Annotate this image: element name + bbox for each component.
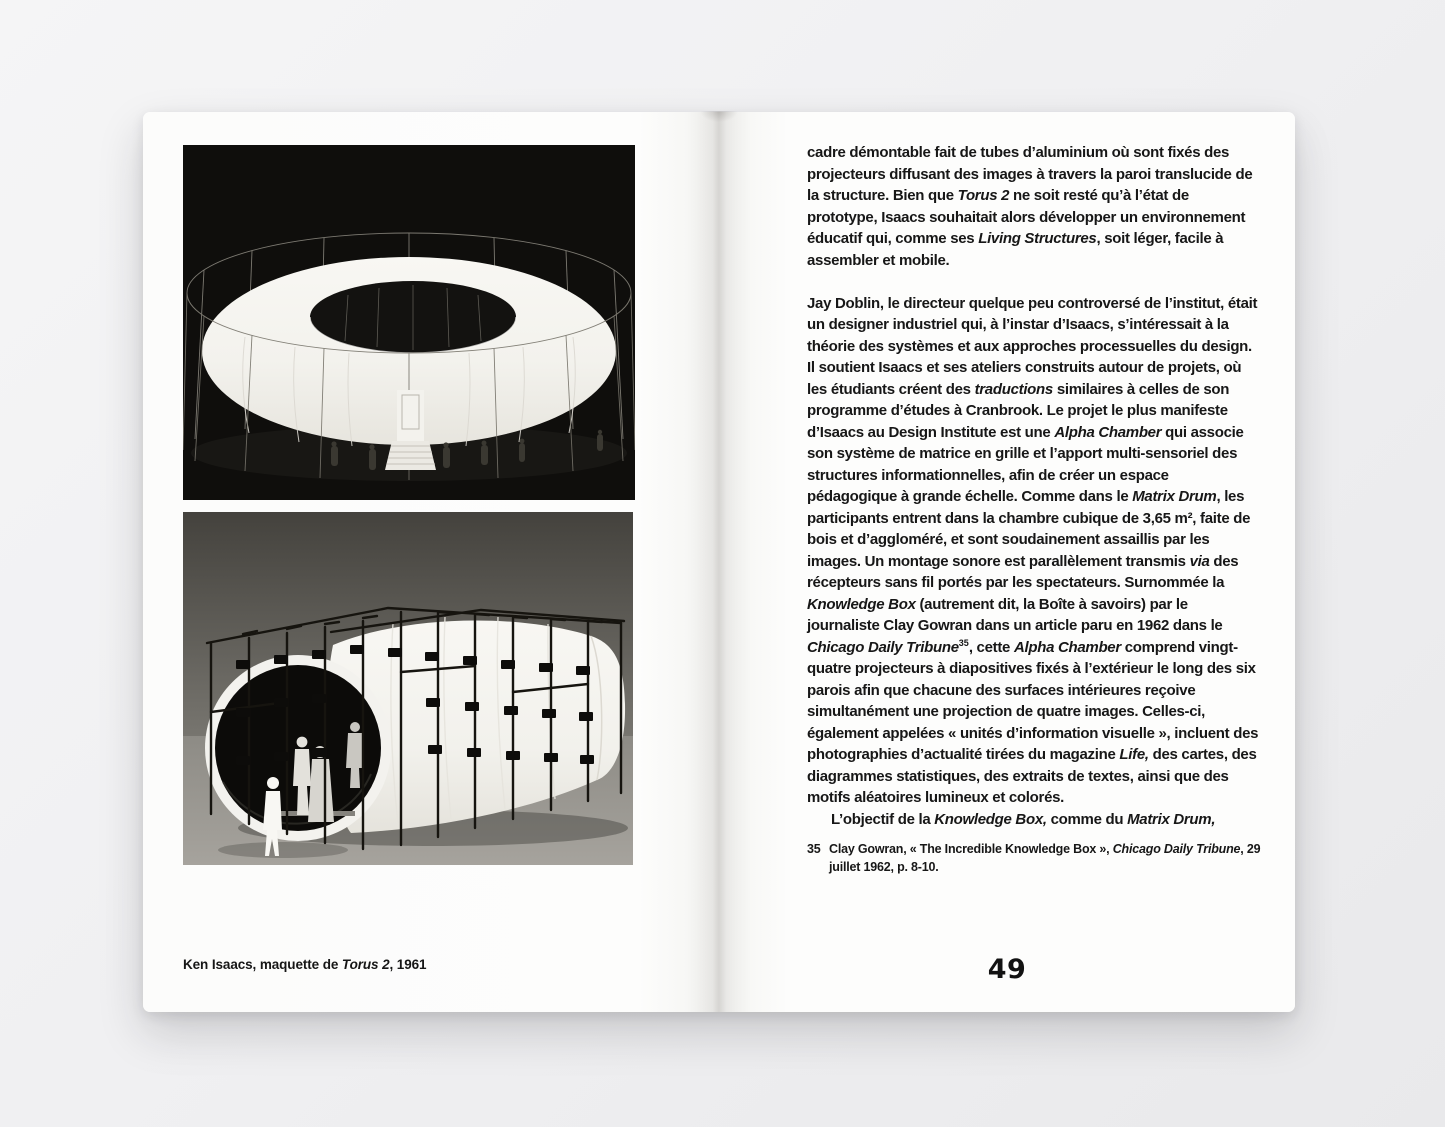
photo-tube-model [183,512,633,865]
book-spread [143,112,1295,1012]
photo-torus-2-model [183,145,635,500]
body-text-column [807,142,1262,876]
page-number: 49 [987,954,1027,985]
torus-2-illustration [183,145,635,500]
footnote [807,841,1262,876]
paragraph-2: Jay Doblin, le directeur quelque peu controversé de l’institut, était un designer industriel qui, à l’instar d’Isaacs, s’intéressait à la théorie des systèmes et aux approches processuelles du design. Il soutient Isaacs et ses ateliers construits autour de projets, où les étudiants créent des traductions similaires à celles de son programme d’études à Cranbrook. Le projet le plus manifeste d’Isaacs au Design Institute est une Alpha Chamber qui associe son système de matrice en grille et l’apport multi-sensoriel des structures informationnelles, afin de créer un espace pédagogique à grande échelle. Comme dans le Matrix Drum, les participants entrent dans la chambre cubique de 3,65 m², faite de bois et d’aggloméré, et sont soudainement assaillis par les images. Un montage sonore est parallèlement transmis via des récepteurs sans fil portés par les spectateurs. Surnommée la Knowledge Box (autrement dit, la Boîte à savoirs) par le journaliste Clay Gowran dans un article paru en 1962 dans le Chicago Daily Tribune$^{35}$, cette Alpha Chamber comprend vingt-quatre projecteurs à diapositives fixés à l’extérieur le long des six parois afin que chacune des surfaces intérieures reçoive simultanément une projection de quatre images. Celles-ci, également appelées « unités d’information visuelle », incluent des photographies d’actualité tirées du magazine Life, des cartes, des diagrammes statistiques, des extraits de textes, ainsi que des motifs aléatoires lumineux et colorés. [807,294,1259,806]
paragraph-1: cadre démontable fait de tubes d’aluminium où sont fixés des projecteurs diffusant des images à travers la paroi translucide de la structure. Bien que Torus 2 ne soit resté qu’à l’état de prototype, Isaacs souhaitait alors développer un environnement éducatif qui, comme ses Living Structures, soit léger, facile à assembler et mobile. [807,144,1253,269]
footnote-text: Clay Gowran, « The Incredible Knowledge Box », Chicago Daily Tribune, 29 juillet 1962, p. 8-10. [829,842,1261,874]
tube-model-illustration [183,512,633,865]
page-left [143,112,719,1012]
footnote-number: 35 [807,842,821,856]
paragraph-3: L’objectif de la Knowledge Box, comme du Matrix Drum, [831,810,1216,828]
page-right [719,112,1295,1012]
photo-caption: Ken Isaacs, maquette de Torus 2, 1961 [183,957,427,972]
